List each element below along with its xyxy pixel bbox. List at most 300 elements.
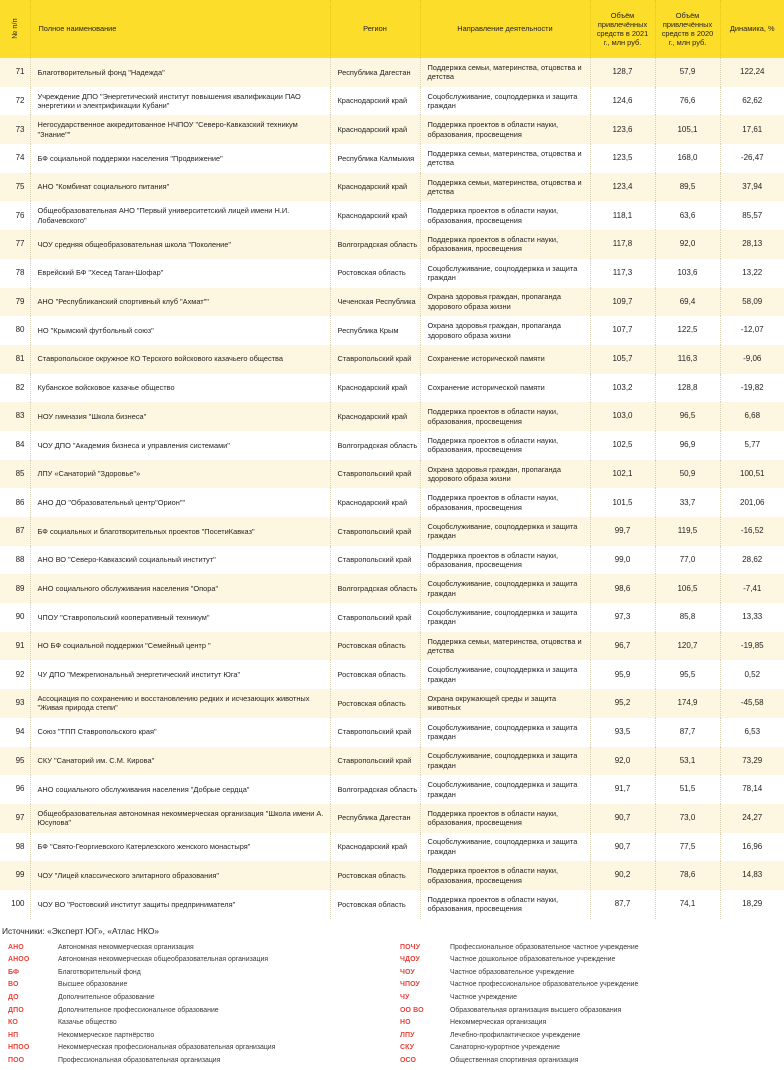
row-direction: Соцобслуживание, соцподдержка и защита граждан [420, 775, 590, 804]
row-volume-2020: 103,6 [655, 259, 720, 288]
row-direction: Охрана здоровья граждан, пропаганда здорового образа жизни [420, 316, 590, 345]
row-dynamics: 85,57 [720, 201, 784, 230]
row-organization-name: БФ социальной поддержки населения "Продвижение" [30, 144, 330, 173]
abbreviation-value: Частное дошкольное образовательное учреждение [450, 956, 616, 964]
row-direction: Соцобслуживание, соцподдержка и защита граждан [420, 517, 590, 546]
row-dynamics: 14,83 [720, 861, 784, 890]
row-organization-name: ЧОУ "Лицей классического элитарного образования" [30, 861, 330, 890]
row-dynamics: 24,27 [720, 804, 784, 833]
abbreviation-item [392, 994, 784, 1007]
row-volume-2020: 73,0 [655, 804, 720, 833]
table-row [0, 747, 784, 776]
row-volume-2021: 109,7 [590, 288, 655, 317]
table-row [0, 488, 784, 517]
row-organization-name: ЧОУ ДПО "Академия бизнеса и управления системами" [30, 431, 330, 460]
row-number: 91 [0, 632, 30, 661]
row-dynamics: 62,62 [720, 87, 784, 116]
row-volume-2020: 120,7 [655, 632, 720, 661]
row-dynamics: 28,62 [720, 546, 784, 575]
row-direction: Поддержка проектов в области науки, образования, просвещения [420, 115, 590, 144]
row-dynamics: 100,51 [720, 460, 784, 489]
row-region: Краснодарский край [330, 374, 420, 403]
row-region: Краснодарский край [330, 115, 420, 144]
row-organization-name: Благотворительный фонд "Надежда" [30, 58, 330, 87]
table-row [0, 546, 784, 575]
abbreviation-key: ЧДОУ [400, 956, 420, 964]
abbreviation-item [0, 969, 392, 982]
abbreviation-item [0, 1057, 392, 1070]
row-number: 72 [0, 87, 30, 116]
column-header-number-label: № п/п [10, 18, 20, 40]
abbreviation-key: НО [400, 1019, 411, 1027]
row-number: 92 [0, 660, 30, 689]
abbreviation-key: АНО [8, 943, 24, 951]
row-dynamics: -12,07 [720, 316, 784, 345]
row-direction: Поддержка проектов в области науки, образования, просвещения [420, 861, 590, 890]
row-number: 96 [0, 775, 30, 804]
row-volume-2020: 50,9 [655, 460, 720, 489]
table-row [0, 115, 784, 144]
row-direction: Поддержка семьи, материнства, отцовства и детства [420, 144, 590, 173]
row-dynamics: -16,52 [720, 517, 784, 546]
abbreviation-item [392, 1044, 784, 1057]
table-body [0, 58, 784, 919]
row-volume-2021: 102,5 [590, 431, 655, 460]
row-direction: Охрана здоровья граждан, пропаганда здорового образа жизни [420, 460, 590, 489]
abbreviation-value: Некоммерческая организация [450, 1019, 547, 1027]
table-row [0, 431, 784, 460]
row-volume-2020: 78,6 [655, 861, 720, 890]
row-volume-2021: 91,7 [590, 775, 655, 804]
row-direction: Сохранение исторической памяти [420, 345, 590, 374]
row-volume-2021: 128,7 [590, 58, 655, 87]
row-number: 74 [0, 144, 30, 173]
row-organization-name: Ассоциация по сохранению и восстановлению редких и исчезающих животных "Живая природа степи" [30, 689, 330, 718]
abbreviation-value: Некоммерческая профессиональная образовательная организация [58, 1044, 276, 1052]
abbreviation-item [0, 956, 392, 969]
abbreviation-key: ПОО [8, 1056, 25, 1064]
row-organization-name: ЧОУ ВО "Ростовский институт защиты предпринимателя" [30, 890, 330, 919]
row-dynamics: -9,06 [720, 345, 784, 374]
row-direction: Поддержка семьи, материнства, отцовства и детства [420, 58, 590, 87]
row-region: Ставропольский край [330, 718, 420, 747]
row-dynamics: 73,29 [720, 747, 784, 776]
row-number: 71 [0, 58, 30, 87]
abbreviation-item [392, 1019, 784, 1032]
table-row [0, 201, 784, 230]
abbreviation-value: Частное учреждение [450, 994, 517, 1001]
row-dynamics: -19,82 [720, 374, 784, 403]
table-row [0, 660, 784, 689]
row-organization-name: АНО социального обслуживания населения "Добрые сердца" [30, 775, 330, 804]
row-organization-name: Еврейский БФ "Хесед Таган-Шофар" [30, 259, 330, 288]
row-number: 100 [0, 890, 30, 919]
row-volume-2020: 89,5 [655, 173, 720, 202]
row-volume-2020: 96,9 [655, 431, 720, 460]
row-direction: Сохранение исторической памяти [420, 374, 590, 403]
row-region: Волгоградская область [330, 431, 420, 460]
abbreviation-key: ДО [8, 994, 19, 1001]
row-number: 82 [0, 374, 30, 403]
abbreviation-value: Лечебно-профилактическое учреждение [450, 1031, 581, 1039]
row-direction: Соцобслуживание, соцподдержка и защита граждан [420, 87, 590, 116]
abbreviation-item [392, 1032, 784, 1045]
abbreviation-key: ЧОУ [400, 968, 415, 976]
row-region: Республика Дагестан [330, 58, 420, 87]
abbreviation-value: Дополнительное образование [58, 994, 155, 1001]
row-volume-2021: 107,7 [590, 316, 655, 345]
row-volume-2020: 76,6 [655, 87, 720, 116]
source-note: Источники: «Эксперт ЮГ», «Атлас НКО» [2, 925, 160, 936]
row-volume-2020: 57,9 [655, 58, 720, 87]
row-volume-2020: 95,5 [655, 660, 720, 689]
row-volume-2020: 105,1 [655, 115, 720, 144]
table-row [0, 833, 784, 862]
abbreviation-key: ЧУ [400, 994, 410, 1001]
abbreviation-value: Благотворительный фонд [58, 968, 141, 976]
row-organization-name: Кубанское войсковое казачье общество [30, 374, 330, 403]
row-volume-2020: 53,1 [655, 747, 720, 776]
row-organization-name: Негосударственное аккредитованное НЧПОУ "Северо-Кавказский техникум "Знание"" [30, 115, 330, 144]
column-header-name: Полное наименование [30, 0, 330, 58]
row-organization-name: БФ "Свято-Георгиевского Катерлезского женского монастыря" [30, 833, 330, 862]
row-organization-name: ЧОУ средняя общеобразовательная школа "Поколение" [30, 230, 330, 259]
abbreviation-value: Образовательная организация высшего образования [450, 1006, 622, 1014]
row-region: Краснодарский край [330, 488, 420, 517]
row-volume-2021: 117,3 [590, 259, 655, 288]
row-direction: Поддержка проектов в области науки, образования, просвещения [420, 546, 590, 575]
row-volume-2021: 103,2 [590, 374, 655, 403]
row-organization-name: СКУ "Санаторий им. С.М. Кирова" [30, 747, 330, 776]
row-organization-name: Общеобразовательная АНО "Первый университетский лицей имени Н.И. Лобачевского" [30, 201, 330, 230]
table-row [0, 374, 784, 403]
abbreviation-value: Частное образовательное учреждение [450, 968, 575, 976]
row-volume-2021: 99,0 [590, 546, 655, 575]
row-dynamics: 78,14 [720, 775, 784, 804]
abbreviation-item [392, 944, 784, 957]
row-direction: Поддержка проектов в области науки, образования, просвещения [420, 488, 590, 517]
row-number: 94 [0, 718, 30, 747]
table-row [0, 58, 784, 87]
row-direction: Соцобслуживание, соцподдержка и защита граждан [420, 603, 590, 632]
abbreviation-value: Дополнительное профессиональное образование [58, 1006, 219, 1014]
abbreviation-item [0, 944, 392, 957]
row-volume-2021: 90,7 [590, 804, 655, 833]
row-number: 98 [0, 833, 30, 862]
row-direction: Поддержка проектов в области науки, образования, просвещения [420, 201, 590, 230]
column-header-number [0, 0, 30, 58]
row-volume-2021: 95,2 [590, 689, 655, 718]
row-region: Ставропольский край [330, 345, 420, 374]
row-organization-name: НО БФ социальной поддержки "Семейный центр " [30, 632, 330, 661]
row-dynamics: 0,52 [720, 660, 784, 689]
row-organization-name: Учреждение ДПО "Энергетический институт повышения квалификации ПАО энергетики и электрификации Кубани" [30, 87, 330, 116]
row-volume-2021: 87,7 [590, 890, 655, 919]
row-number: 99 [0, 861, 30, 890]
row-dynamics: 13,33 [720, 603, 784, 632]
row-number: 93 [0, 689, 30, 718]
row-dynamics: 16,96 [720, 833, 784, 862]
column-header-direction: Направление деятельности [420, 0, 590, 58]
abbreviation-key: ОО ВО [400, 1006, 424, 1014]
row-region: Ростовская область [330, 259, 420, 288]
row-region: Ростовская область [330, 861, 420, 890]
row-number: 90 [0, 603, 30, 632]
row-volume-2021: 118,1 [590, 201, 655, 230]
abbreviation-item [392, 981, 784, 994]
row-region: Ставропольский край [330, 460, 420, 489]
row-volume-2021: 101,5 [590, 488, 655, 517]
abbreviation-key: ЛПУ [400, 1031, 415, 1039]
row-volume-2020: 85,8 [655, 603, 720, 632]
row-region: Краснодарский край [330, 201, 420, 230]
row-volume-2020: 119,5 [655, 517, 720, 546]
row-direction: Поддержка проектов в области науки, образования, просвещения [420, 431, 590, 460]
row-number: 86 [0, 488, 30, 517]
row-region: Республика Калмыкия [330, 144, 420, 173]
row-volume-2020: 116,3 [655, 345, 720, 374]
row-volume-2021: 95,9 [590, 660, 655, 689]
abbreviations-column-left [0, 944, 392, 1070]
row-volume-2020: 168,0 [655, 144, 720, 173]
row-dynamics: 13,22 [720, 259, 784, 288]
row-volume-2021: 90,7 [590, 833, 655, 862]
row-organization-name: Союз "ТПП Ставропольского края" [30, 718, 330, 747]
abbreviation-value: Санаторно-курортное учреждение [450, 1044, 560, 1052]
row-volume-2020: 92,0 [655, 230, 720, 259]
row-region: Краснодарский край [330, 87, 420, 116]
table-row [0, 632, 784, 661]
row-direction: Поддержка проектов в области науки, образования, просвещения [420, 804, 590, 833]
row-region: Краснодарский край [330, 402, 420, 431]
row-region: Ставропольский край [330, 603, 420, 632]
row-volume-2021: 96,7 [590, 632, 655, 661]
row-volume-2020: 77,0 [655, 546, 720, 575]
row-dynamics: -19,85 [720, 632, 784, 661]
abbreviation-item [0, 1007, 392, 1020]
row-organization-name: АНО ВО "Северо-Кавказский социальный институт" [30, 546, 330, 575]
row-dynamics: 28,13 [720, 230, 784, 259]
row-number: 78 [0, 259, 30, 288]
row-number: 76 [0, 201, 30, 230]
row-direction: Соцобслуживание, соцподдержка и защита граждан [420, 574, 590, 603]
row-region: Ставропольский край [330, 747, 420, 776]
row-number: 75 [0, 173, 30, 202]
table-row [0, 402, 784, 431]
row-volume-2021: 117,8 [590, 230, 655, 259]
row-organization-name: НОУ гимназия "Школа бизнеса" [30, 402, 330, 431]
abbreviation-item [0, 994, 392, 1007]
row-organization-name: ЛПУ «Санаторий "Здоровье"» [30, 460, 330, 489]
row-volume-2020: 63,6 [655, 201, 720, 230]
row-region: Ростовская область [330, 689, 420, 718]
table-row [0, 603, 784, 632]
row-direction: Охрана окружающей среды и защита животных [420, 689, 590, 718]
row-direction: Поддержка семьи, материнства, отцовства и детства [420, 173, 590, 202]
row-volume-2021: 93,5 [590, 718, 655, 747]
row-volume-2020: 122,5 [655, 316, 720, 345]
row-volume-2021: 90,2 [590, 861, 655, 890]
table-row [0, 574, 784, 603]
row-number: 97 [0, 804, 30, 833]
column-header-volume-2021: Объём привлечённых средств в 2021 г., млн руб. [590, 0, 655, 58]
row-organization-name: АНО "Комбинат социального питания" [30, 173, 330, 202]
row-number: 84 [0, 431, 30, 460]
abbreviation-item [0, 1032, 392, 1045]
row-direction: Поддержка проектов в области науки, образования, просвещения [420, 890, 590, 919]
row-volume-2021: 123,4 [590, 173, 655, 202]
row-region: Ростовская область [330, 890, 420, 919]
row-region: Волгоградская область [330, 574, 420, 603]
row-organization-name: БФ социальных и благотворительных проектов "ПосетиКавказ" [30, 517, 330, 546]
row-organization-name: НО "Крымский футбольный союз" [30, 316, 330, 345]
row-volume-2021: 123,5 [590, 144, 655, 173]
abbreviation-value: Высшее образование [58, 981, 128, 989]
row-organization-name: Ставропольское окружное КО Терского войскового казачьего общества [30, 345, 330, 374]
row-dynamics: 5,77 [720, 431, 784, 460]
abbreviation-key: НПОО [8, 1044, 30, 1052]
row-number: 79 [0, 288, 30, 317]
table-row [0, 775, 784, 804]
row-dynamics: 58,09 [720, 288, 784, 317]
row-volume-2020: 174,9 [655, 689, 720, 718]
column-header-dynamics: Динамика, % [720, 0, 784, 58]
table-row [0, 173, 784, 202]
row-dynamics: -45,58 [720, 689, 784, 718]
row-region: Ростовская область [330, 660, 420, 689]
row-number: 88 [0, 546, 30, 575]
abbreviation-key: ЧПОУ [400, 981, 420, 989]
row-direction: Соцобслуживание, соцподдержка и защита граждан [420, 833, 590, 862]
abbreviation-item [0, 1044, 392, 1057]
row-volume-2021: 92,0 [590, 747, 655, 776]
row-number: 87 [0, 517, 30, 546]
abbreviation-value: Профессиональная образовательная организация [58, 1056, 221, 1064]
row-region: Ставропольский край [330, 546, 420, 575]
header-row [0, 0, 784, 58]
row-direction: Соцобслуживание, соцподдержка и защита граждан [420, 718, 590, 747]
abbreviation-key: БФ [8, 968, 20, 976]
row-region: Республика Дагестан [330, 804, 420, 833]
row-volume-2021: 102,1 [590, 460, 655, 489]
row-region: Волгоградская область [330, 775, 420, 804]
table-row [0, 87, 784, 116]
abbreviation-key: СКУ [400, 1044, 415, 1052]
abbreviation-key: ОСО [400, 1056, 417, 1064]
abbreviations-column-right [392, 944, 784, 1070]
abbreviation-value: Автономная некоммерческая общеобразовательная организация [58, 956, 269, 964]
table-row [0, 288, 784, 317]
row-number: 80 [0, 316, 30, 345]
row-dynamics: 6,68 [720, 402, 784, 431]
row-number: 89 [0, 574, 30, 603]
row-volume-2020: 33,7 [655, 488, 720, 517]
row-volume-2021: 123,6 [590, 115, 655, 144]
abbreviation-value: Некоммерческое партнёрство [58, 1031, 155, 1039]
row-direction: Соцобслуживание, соцподдержка и защита граждан [420, 660, 590, 689]
abbreviation-value: Частное профессиональное образовательное учреждение [450, 981, 639, 989]
row-direction: Соцобслуживание, соцподдержка и защита граждан [420, 259, 590, 288]
row-direction: Соцобслуживание, соцподдержка и защита граждан [420, 747, 590, 776]
abbreviation-item [392, 1057, 784, 1070]
column-header-region: Регион [330, 0, 420, 58]
row-dynamics: 37,94 [720, 173, 784, 202]
row-organization-name: АНО "Республиканский спортивный клуб "Ахмат"" [30, 288, 330, 317]
row-number: 77 [0, 230, 30, 259]
table-row [0, 230, 784, 259]
row-organization-name: ЧУ ДПО "Межрегиональный энергетический институт Юга" [30, 660, 330, 689]
abbreviation-item [0, 1019, 392, 1032]
abbreviation-key: АНОО [8, 956, 30, 964]
row-region: Волгоградская область [330, 230, 420, 259]
table-row [0, 890, 784, 919]
table-row [0, 517, 784, 546]
table-row [0, 345, 784, 374]
abbreviation-key: ПОЧУ [400, 943, 421, 951]
table-row [0, 689, 784, 718]
table-row [0, 144, 784, 173]
row-dynamics: -7,41 [720, 574, 784, 603]
row-dynamics: 201,06 [720, 488, 784, 517]
row-volume-2020: 128,8 [655, 374, 720, 403]
table-header [0, 0, 784, 58]
abbreviation-item [0, 981, 392, 994]
abbreviation-item [392, 1007, 784, 1020]
row-volume-2021: 103,0 [590, 402, 655, 431]
row-organization-name: ЧПОУ "Ставропольский кооперативный техникум" [30, 603, 330, 632]
table-row [0, 259, 784, 288]
table-row [0, 804, 784, 833]
row-number: 73 [0, 115, 30, 144]
row-volume-2020: 106,5 [655, 574, 720, 603]
abbreviation-key: КО [8, 1019, 18, 1027]
row-region: Краснодарский край [330, 833, 420, 862]
abbreviation-value: Автономная некоммерческая организация [58, 943, 194, 951]
row-direction: Охрана здоровья граждан, пропаганда здорового образа жизни [420, 288, 590, 317]
row-volume-2021: 98,6 [590, 574, 655, 603]
column-header-volume-2020: Объём привлечённых средств в 2020 г., млн руб. [655, 0, 720, 58]
row-volume-2021: 105,7 [590, 345, 655, 374]
table-row [0, 718, 784, 747]
row-number: 83 [0, 402, 30, 431]
row-number: 85 [0, 460, 30, 489]
row-region: Республика Крым [330, 316, 420, 345]
row-number: 81 [0, 345, 30, 374]
abbreviations-legend [0, 942, 784, 1070]
abbreviation-key: ДПО [8, 1006, 24, 1014]
row-dynamics: 18,29 [720, 890, 784, 919]
row-volume-2021: 97,3 [590, 603, 655, 632]
row-dynamics: 122,24 [720, 58, 784, 87]
row-volume-2021: 99,7 [590, 517, 655, 546]
row-direction: Поддержка проектов в области науки, образования, просвещения [420, 402, 590, 431]
row-volume-2021: 124,6 [590, 87, 655, 116]
row-organization-name: Общеобразовательная автономная некоммерческая организация "Школа имени А. Юсупова" [30, 804, 330, 833]
row-number: 95 [0, 747, 30, 776]
row-dynamics: 17,61 [720, 115, 784, 144]
abbreviation-key: ВО [8, 981, 19, 989]
row-volume-2020: 51,5 [655, 775, 720, 804]
row-volume-2020: 87,7 [655, 718, 720, 747]
abbreviation-key: НП [8, 1031, 19, 1039]
row-dynamics: -26,47 [720, 144, 784, 173]
abbreviation-value: Казачье общество [58, 1019, 117, 1027]
abbreviation-item [392, 969, 784, 982]
row-region: Ставропольский край [330, 517, 420, 546]
row-volume-2020: 77,5 [655, 833, 720, 862]
abbreviation-item [392, 956, 784, 969]
row-region: Краснодарский край [330, 173, 420, 202]
